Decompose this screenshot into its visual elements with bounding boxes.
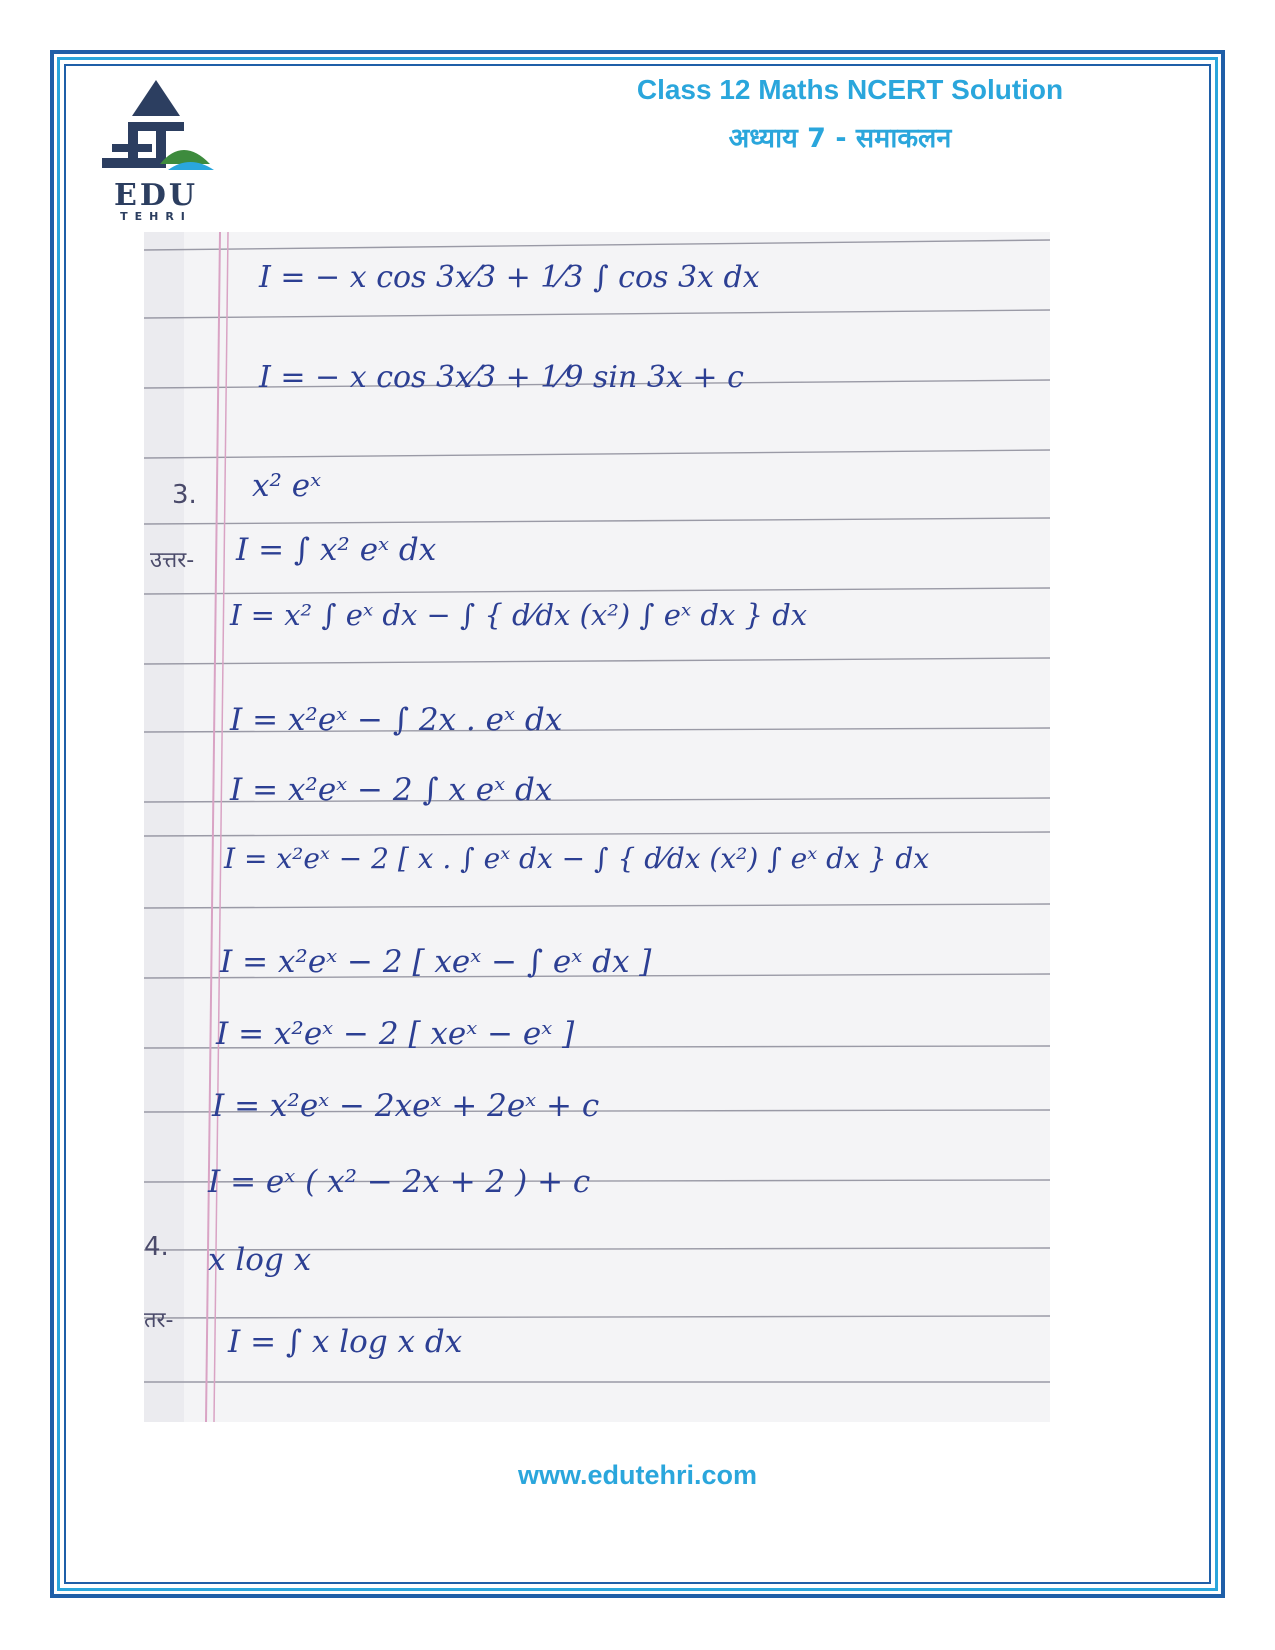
logo-emblem-icon [98,78,228,188]
solution-line-10: I = x²eˣ − 2xeˣ + 2eˣ + c [212,1088,600,1124]
answer-label: उत्तर- [150,548,195,573]
solution-line-5: I = x²eˣ − ∫ 2x . eˣ dx [230,702,563,738]
solution-line-9: I = x²eˣ − 2 [ xeˣ − eˣ ] [216,1016,575,1052]
solution-line-8: I = x²eˣ − 2 [ xeˣ − ∫ eˣ dx ] [220,944,652,980]
footer-website-link[interactable]: www.edutehri.com [517,1460,758,1490]
solution-line-4: I = x² ∫ eˣ dx − ∫ { d⁄dx (x²) ∫ eˣ dx } dx [230,598,808,632]
edutehri-logo [98,78,228,228]
logo-brand-text: EDU [113,178,199,213]
chapter-heading: अध्याय 7 - समाकलन [728,123,952,154]
question-3-expression: x² eˣ [252,468,322,504]
solution-line-2: I = − x cos 3x⁄3 + 1⁄9 sin 3x + c [259,360,744,395]
page-title: Class 12 Maths NCERT Solution [636,74,1064,105]
logo-subbrand-text: TEHRI [120,210,192,223]
solution-line-7: I = x²eˣ − 2 [ x . ∫ eˣ dx − ∫ { d⁄dx (x²) ∫ eˣ dx } dx [224,842,930,875]
answer-label-2: तर- [144,1308,174,1333]
solution-line-12: I = ∫ x log x dx [228,1324,463,1360]
solution-line-3: I = ∫ x² eˣ dx [236,532,437,568]
solution-line-1: I = − x cos 3x⁄3 + 1⁄3 ∫ cos 3x dx [259,260,760,295]
question-4-expression: x log x [208,1242,312,1278]
solution-line-11: I = eˣ ( x² − 2x + 2 ) + c [208,1164,591,1200]
handwritten-notebook-page [144,232,1050,1422]
question-number-3: 3. [172,480,197,510]
solution-line-6: I = x²eˣ − 2 ∫ x eˣ dx [230,772,553,808]
question-number-4: 4. [144,1232,169,1262]
